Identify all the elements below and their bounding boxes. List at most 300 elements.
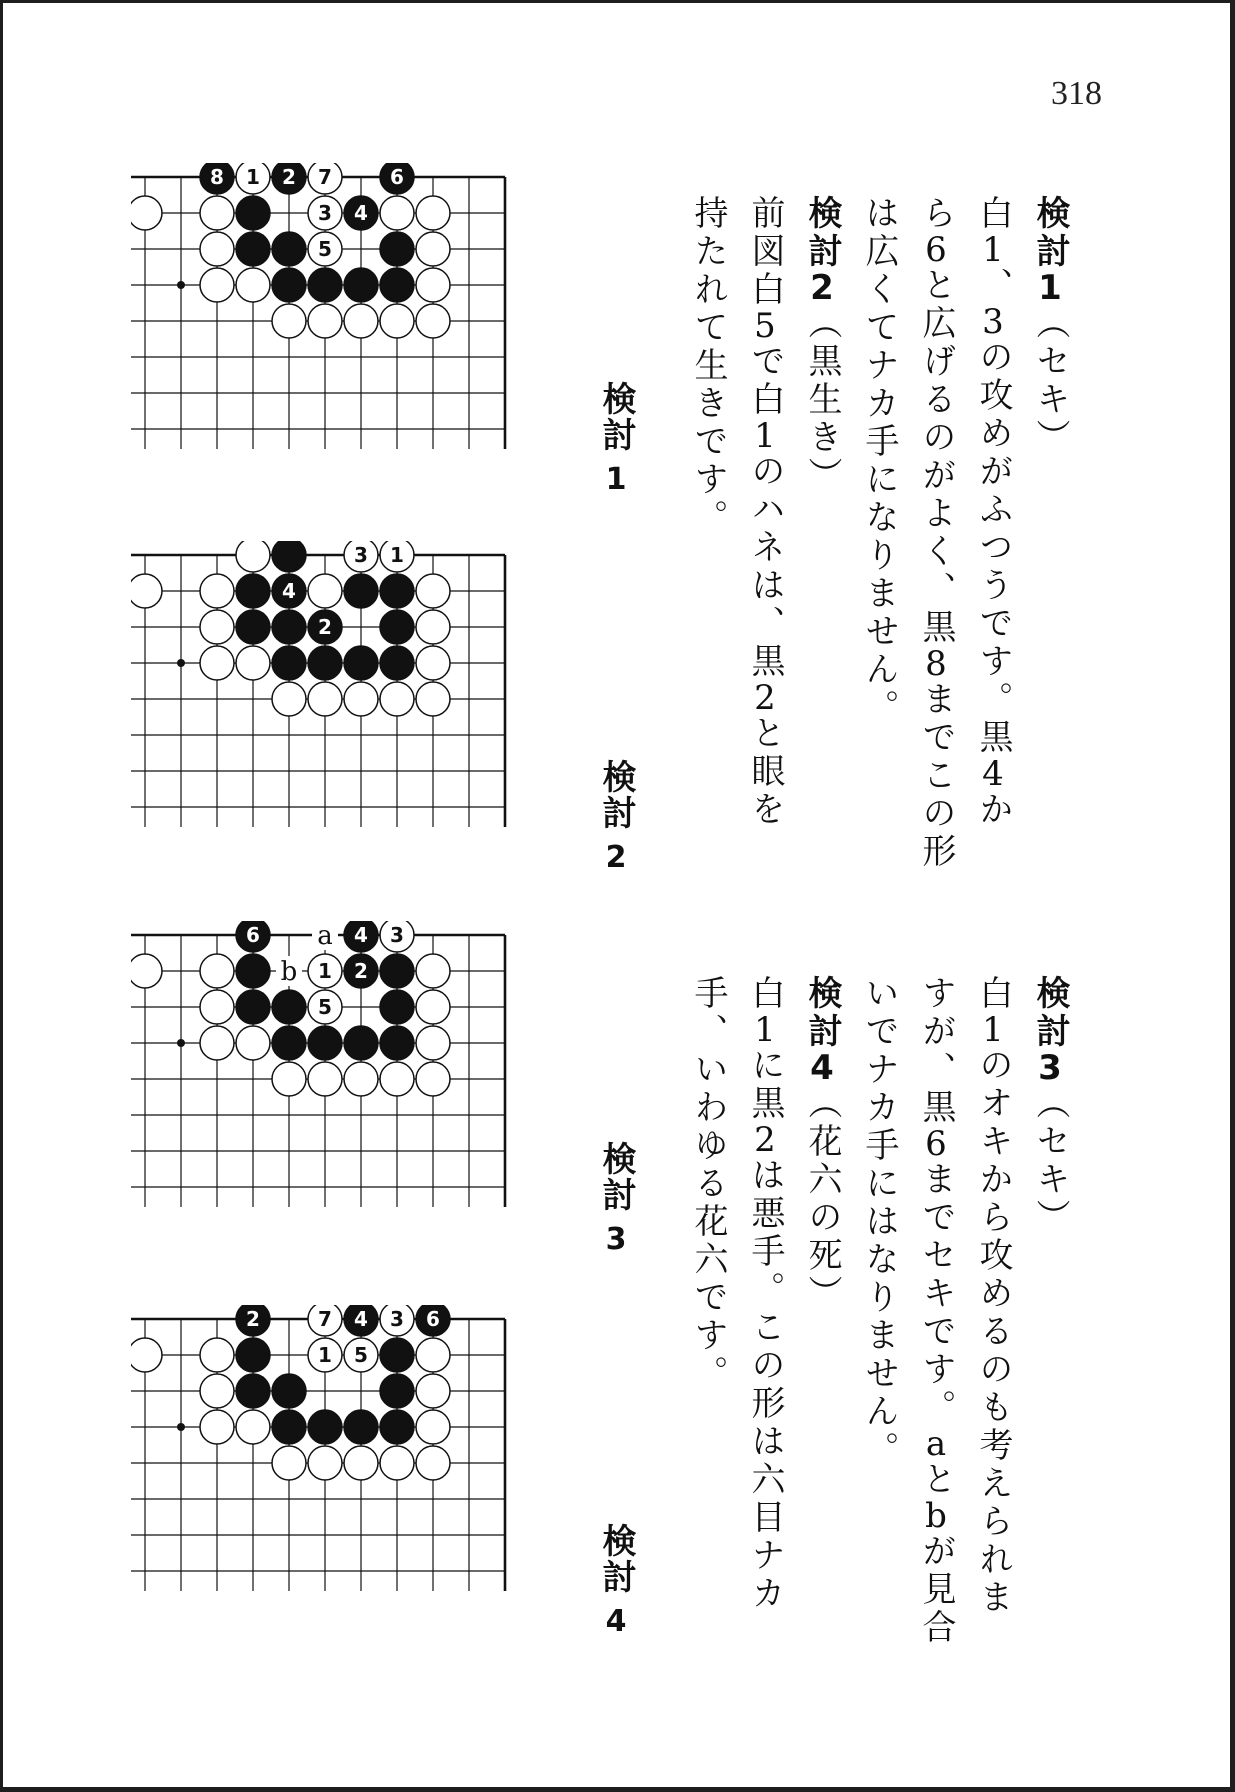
white-stone — [416, 304, 450, 338]
white-stone — [131, 1338, 162, 1372]
move-number: 4 — [282, 579, 296, 603]
stone-disc — [236, 610, 270, 644]
move-number: 4 — [354, 923, 368, 947]
stone-disc — [308, 1062, 342, 1096]
stone-disc — [131, 954, 162, 988]
black-stone — [272, 1410, 306, 1444]
white-stone — [380, 1446, 414, 1480]
move-number: 2 — [754, 681, 776, 715]
heading-text: 検討 — [1030, 195, 1070, 271]
go-board-svg — [131, 921, 591, 1251]
text-run: は悪手。この形は六目ナカ — [745, 1157, 785, 1613]
stone-disc — [416, 610, 450, 644]
diagram-label-text: 検討 — [596, 1141, 636, 1213]
stone-disc — [272, 1374, 306, 1408]
white-stone — [131, 954, 162, 988]
white-stone — [380, 1062, 414, 1096]
black-stone — [380, 1338, 414, 1372]
white-stone — [416, 196, 450, 230]
diagram-label-3 — [593, 1141, 639, 1258]
go-diagram-3 — [131, 921, 591, 1251]
white-stone — [344, 304, 378, 338]
black-stone — [380, 610, 414, 644]
white-stone — [308, 163, 342, 194]
black-stone — [380, 232, 414, 266]
black-stone — [236, 232, 270, 266]
stone-disc — [236, 1026, 270, 1060]
stone-disc — [200, 232, 234, 266]
heading-number: 1 — [1038, 271, 1062, 305]
white-stone — [272, 1446, 306, 1480]
stone-disc — [272, 990, 306, 1024]
diagram-label-text: 検討 — [596, 1523, 636, 1595]
black-stone — [272, 232, 306, 266]
black-stone — [308, 610, 342, 644]
stone-disc — [344, 304, 378, 338]
stone-disc — [416, 232, 450, 266]
stone-disc — [416, 682, 450, 716]
stone-disc — [344, 646, 378, 680]
stone-disc — [380, 990, 414, 1024]
page-number: 318 — [1051, 75, 1102, 112]
star-point — [177, 1423, 185, 1431]
text-run: ら — [916, 195, 956, 233]
white-stone — [236, 541, 270, 572]
black-stone — [236, 1374, 270, 1408]
black-stone — [344, 921, 378, 952]
black-stone — [344, 1410, 378, 1444]
stone-disc — [344, 574, 378, 608]
stone-disc — [272, 232, 306, 266]
black-stone — [272, 1026, 306, 1060]
stone-disc — [200, 990, 234, 1024]
stone-disc — [380, 646, 414, 680]
text-run: が見合 — [916, 1533, 956, 1647]
heading-text: 検討 — [802, 975, 842, 1051]
white-stone — [416, 954, 450, 988]
white-stone — [416, 1446, 450, 1480]
move-number: 6 — [925, 233, 947, 267]
stone-disc — [236, 1410, 270, 1444]
point-letter: a — [317, 921, 333, 951]
white-stone — [272, 1062, 306, 1096]
move-number: 1 — [982, 233, 1004, 267]
stone-disc — [416, 574, 450, 608]
stone-disc — [344, 1062, 378, 1096]
white-stone — [416, 1410, 450, 1444]
stone-disc — [380, 232, 414, 266]
stone-disc — [236, 574, 270, 608]
heading-number: 2 — [810, 271, 834, 305]
stone-disc — [416, 304, 450, 338]
text-run: か — [973, 791, 1013, 829]
move-number: 5 — [354, 1343, 368, 1367]
stone-disc — [416, 268, 450, 302]
heading-text: 検討 — [802, 195, 842, 271]
move-number: 1 — [390, 543, 404, 567]
black-stone — [236, 921, 270, 952]
black-stone — [344, 1305, 378, 1336]
black-stone — [344, 574, 378, 608]
white-stone — [236, 646, 270, 680]
move-number: 6 — [246, 923, 260, 947]
white-stone — [200, 232, 234, 266]
diagram-label-1 — [593, 381, 639, 498]
text-run: のオキから攻めるのも考えられま — [973, 1047, 1013, 1617]
white-stone — [236, 163, 270, 194]
move-number: 3 — [318, 201, 332, 225]
section-heading-3 — [1021, 975, 1078, 1675]
white-stone — [131, 196, 162, 230]
black-stone — [308, 1410, 342, 1444]
text-run: の攻めがふつうです。黒 — [973, 339, 1013, 757]
diagram-label-number: 4 — [605, 1604, 627, 1639]
white-stone — [416, 646, 450, 680]
heading-subtitle: （黒生き） — [802, 305, 842, 495]
move-number: 7 — [318, 1307, 332, 1331]
white-stone — [416, 1374, 450, 1408]
stone-disc — [308, 574, 342, 608]
black-stone — [380, 1410, 414, 1444]
text-run: 白 — [745, 975, 785, 1013]
move-number: 8 — [925, 647, 947, 681]
stone-disc — [272, 1410, 306, 1444]
move-number: 7 — [318, 165, 332, 189]
stone-disc — [236, 990, 270, 1024]
black-stone — [344, 196, 378, 230]
stone-disc — [344, 1410, 378, 1444]
stone-disc — [200, 196, 234, 230]
black-stone — [344, 1026, 378, 1060]
stone-disc — [236, 232, 270, 266]
move-number: 1 — [318, 1343, 332, 1367]
move-number: 5 — [754, 309, 776, 343]
stone-disc — [308, 1026, 342, 1060]
diagram-label-number: 2 — [605, 840, 627, 875]
stone-disc — [236, 268, 270, 302]
stone-disc — [272, 304, 306, 338]
white-stone — [416, 610, 450, 644]
move-number: 4 — [354, 1307, 368, 1331]
stone-disc — [236, 541, 270, 572]
stone-disc — [380, 610, 414, 644]
stone-disc — [272, 682, 306, 716]
point-letter: b — [925, 1499, 947, 1533]
star-point — [177, 1039, 185, 1047]
stone-disc — [380, 196, 414, 230]
text-run: 白 — [973, 975, 1013, 1013]
black-stone — [380, 574, 414, 608]
white-stone — [380, 304, 414, 338]
stone-disc — [416, 1410, 450, 1444]
text-run: すが、黒 — [916, 975, 956, 1127]
stone-disc — [380, 954, 414, 988]
go-diagram-4 — [131, 1305, 591, 1635]
move-number: 8 — [210, 165, 224, 189]
move-number: 4 — [354, 201, 368, 225]
heading-subtitle: （セキ） — [1030, 1085, 1070, 1237]
stone-disc — [272, 1062, 306, 1096]
stone-disc — [416, 1338, 450, 1372]
stone-disc — [380, 682, 414, 716]
black-stone — [236, 1338, 270, 1372]
white-stone — [308, 682, 342, 716]
white-stone — [416, 1026, 450, 1060]
go-board-svg — [131, 1305, 591, 1635]
white-stone — [380, 541, 414, 572]
white-stone — [416, 682, 450, 716]
stone-disc — [200, 574, 234, 608]
heading-number: 4 — [810, 1051, 834, 1085]
white-stone — [308, 1446, 342, 1480]
commentary-lower — [688, 975, 1078, 1675]
stone-disc — [380, 1374, 414, 1408]
black-stone — [272, 541, 306, 572]
section-body-2 — [679, 195, 793, 895]
white-stone — [200, 610, 234, 644]
black-stone — [272, 163, 306, 194]
white-stone — [416, 990, 450, 1024]
move-number: 2 — [354, 959, 368, 983]
black-stone — [380, 954, 414, 988]
stone-disc — [416, 1026, 450, 1060]
text-run: いでナカ手にはなりません。 — [859, 975, 899, 1469]
text-run: と眼を — [745, 715, 785, 829]
stone-disc — [272, 646, 306, 680]
go-board-svg — [131, 163, 591, 493]
stone-disc — [200, 610, 234, 644]
section-heading-1 — [1021, 195, 1078, 895]
move-number: 2 — [318, 615, 332, 639]
white-stone — [344, 1062, 378, 1096]
black-stone — [308, 646, 342, 680]
go-board-svg — [131, 541, 591, 871]
black-stone — [236, 990, 270, 1024]
diagram-label-2 — [593, 759, 639, 876]
move-number: 6 — [390, 165, 404, 189]
stone-disc — [308, 1410, 342, 1444]
stone-disc — [380, 268, 414, 302]
text-run: のハネは、黒 — [745, 453, 785, 681]
stone-disc — [380, 1446, 414, 1480]
point-letter: a — [925, 1427, 947, 1461]
move-number: 3 — [390, 923, 404, 947]
white-stone — [308, 954, 342, 988]
text-run: 、 — [973, 267, 1013, 305]
stone-disc — [236, 954, 270, 988]
heading-number: 3 — [1038, 1051, 1062, 1085]
stone-disc — [272, 268, 306, 302]
stone-disc — [236, 1338, 270, 1372]
white-stone — [200, 1410, 234, 1444]
white-stone — [416, 268, 450, 302]
text-run: 白 — [973, 195, 1013, 233]
white-stone — [308, 990, 342, 1024]
black-stone — [272, 610, 306, 644]
heading-subtitle: （セキ） — [1030, 305, 1070, 457]
black-stone — [344, 954, 378, 988]
white-stone — [308, 1062, 342, 1096]
go-diagram-2 — [131, 541, 591, 871]
black-stone — [380, 163, 414, 194]
stone-disc — [380, 574, 414, 608]
white-stone — [200, 990, 234, 1024]
stone-disc — [308, 1446, 342, 1480]
black-stone — [272, 1374, 306, 1408]
move-number: 4 — [982, 757, 1004, 791]
stone-disc — [200, 268, 234, 302]
go-diagram-1 — [131, 163, 591, 493]
black-stone — [272, 574, 306, 608]
white-stone — [200, 196, 234, 230]
white-stone — [380, 682, 414, 716]
white-stone — [236, 1410, 270, 1444]
diagram-label-4 — [593, 1523, 639, 1640]
black-stone — [236, 954, 270, 988]
white-stone — [380, 1305, 414, 1336]
stone-disc — [344, 682, 378, 716]
stone-disc — [236, 196, 270, 230]
stone-disc — [416, 196, 450, 230]
black-stone — [380, 990, 414, 1024]
text-run: までこの形 — [916, 681, 956, 871]
white-stone — [416, 574, 450, 608]
black-stone — [416, 1305, 450, 1336]
move-number: 1 — [754, 419, 776, 453]
stone-disc — [308, 304, 342, 338]
white-stone — [308, 574, 342, 608]
move-number: 6 — [925, 1127, 947, 1161]
black-stone — [272, 268, 306, 302]
stone-disc — [272, 1446, 306, 1480]
move-number: 1 — [982, 1013, 1004, 1047]
move-number: 5 — [318, 237, 332, 261]
diagram-label-number: 1 — [605, 462, 627, 497]
move-number: 2 — [282, 165, 296, 189]
text-run: に黒 — [745, 1047, 785, 1123]
stone-disc — [131, 196, 162, 230]
white-stone — [200, 1374, 234, 1408]
white-stone — [200, 646, 234, 680]
white-stone — [308, 1305, 342, 1336]
stone-disc — [416, 1062, 450, 1096]
stone-disc — [416, 990, 450, 1024]
black-stone — [380, 268, 414, 302]
stone-disc — [380, 1338, 414, 1372]
diagram-label-text: 検討 — [596, 759, 636, 831]
black-stone — [236, 1305, 270, 1336]
stone-disc — [344, 1446, 378, 1480]
move-number: 3 — [354, 543, 368, 567]
stone-disc — [236, 1374, 270, 1408]
star-point — [177, 281, 185, 289]
white-stone — [416, 1338, 450, 1372]
stone-disc — [131, 1338, 162, 1372]
black-stone — [380, 1374, 414, 1408]
stone-disc — [416, 954, 450, 988]
text-run: までセキです。 — [916, 1161, 956, 1427]
stone-disc — [272, 541, 306, 572]
black-stone — [380, 646, 414, 680]
stone-disc — [200, 1026, 234, 1060]
white-stone — [308, 304, 342, 338]
book-page — [3, 3, 1230, 1787]
text-run: 前図白 — [745, 195, 785, 309]
white-stone — [308, 196, 342, 230]
stone-disc — [308, 646, 342, 680]
diagram-label-text: 検討 — [596, 381, 636, 453]
point-letter: b — [280, 957, 298, 987]
stone-disc — [200, 1410, 234, 1444]
white-stone — [131, 574, 162, 608]
black-stone — [344, 268, 378, 302]
white-stone — [272, 304, 306, 338]
section-body-4 — [679, 975, 793, 1675]
black-stone — [272, 990, 306, 1024]
white-stone — [308, 232, 342, 266]
text-run: 手、いわゆる花六です。 — [688, 975, 728, 1393]
black-stone — [200, 163, 234, 194]
white-stone — [236, 1026, 270, 1060]
move-number: 3 — [390, 1307, 404, 1331]
stone-disc — [131, 574, 162, 608]
white-stone — [344, 541, 378, 572]
diagram-label-number: 3 — [605, 1222, 627, 1257]
black-stone — [236, 610, 270, 644]
white-stone — [380, 196, 414, 230]
section-heading-2 — [793, 195, 850, 895]
stone-disc — [380, 304, 414, 338]
white-stone — [200, 954, 234, 988]
move-number: 3 — [982, 305, 1004, 339]
black-stone — [308, 1026, 342, 1060]
stone-disc — [416, 1374, 450, 1408]
stone-disc — [344, 268, 378, 302]
black-stone — [380, 1026, 414, 1060]
text-run: で白 — [745, 343, 785, 419]
text-run: 持たれて生きです。 — [688, 195, 728, 537]
white-stone — [200, 1026, 234, 1060]
white-stone — [200, 574, 234, 608]
heading-subtitle: （花六の死） — [802, 1085, 842, 1313]
white-stone — [416, 1062, 450, 1096]
move-number: 1 — [754, 1013, 776, 1047]
white-stone — [272, 682, 306, 716]
star-point — [177, 659, 185, 667]
move-number: 2 — [246, 1307, 260, 1331]
black-stone — [272, 646, 306, 680]
stone-disc — [380, 1410, 414, 1444]
section-body-3 — [850, 975, 1021, 1675]
black-stone — [236, 574, 270, 608]
stone-disc — [380, 1062, 414, 1096]
stone-disc — [308, 682, 342, 716]
white-stone — [200, 1338, 234, 1372]
white-stone — [236, 268, 270, 302]
move-number: 1 — [246, 165, 260, 189]
white-stone — [380, 921, 414, 952]
move-number: 6 — [426, 1307, 440, 1331]
white-stone — [416, 232, 450, 266]
text-run: は広くてナカ手になりません。 — [859, 195, 899, 727]
move-number: 2 — [754, 1123, 776, 1157]
text-run: と広げるのがよく、黒 — [916, 267, 956, 647]
black-stone — [236, 196, 270, 230]
stone-disc — [200, 954, 234, 988]
commentary-upper — [688, 195, 1078, 895]
black-stone — [344, 646, 378, 680]
heading-text: 検討 — [1030, 975, 1070, 1051]
